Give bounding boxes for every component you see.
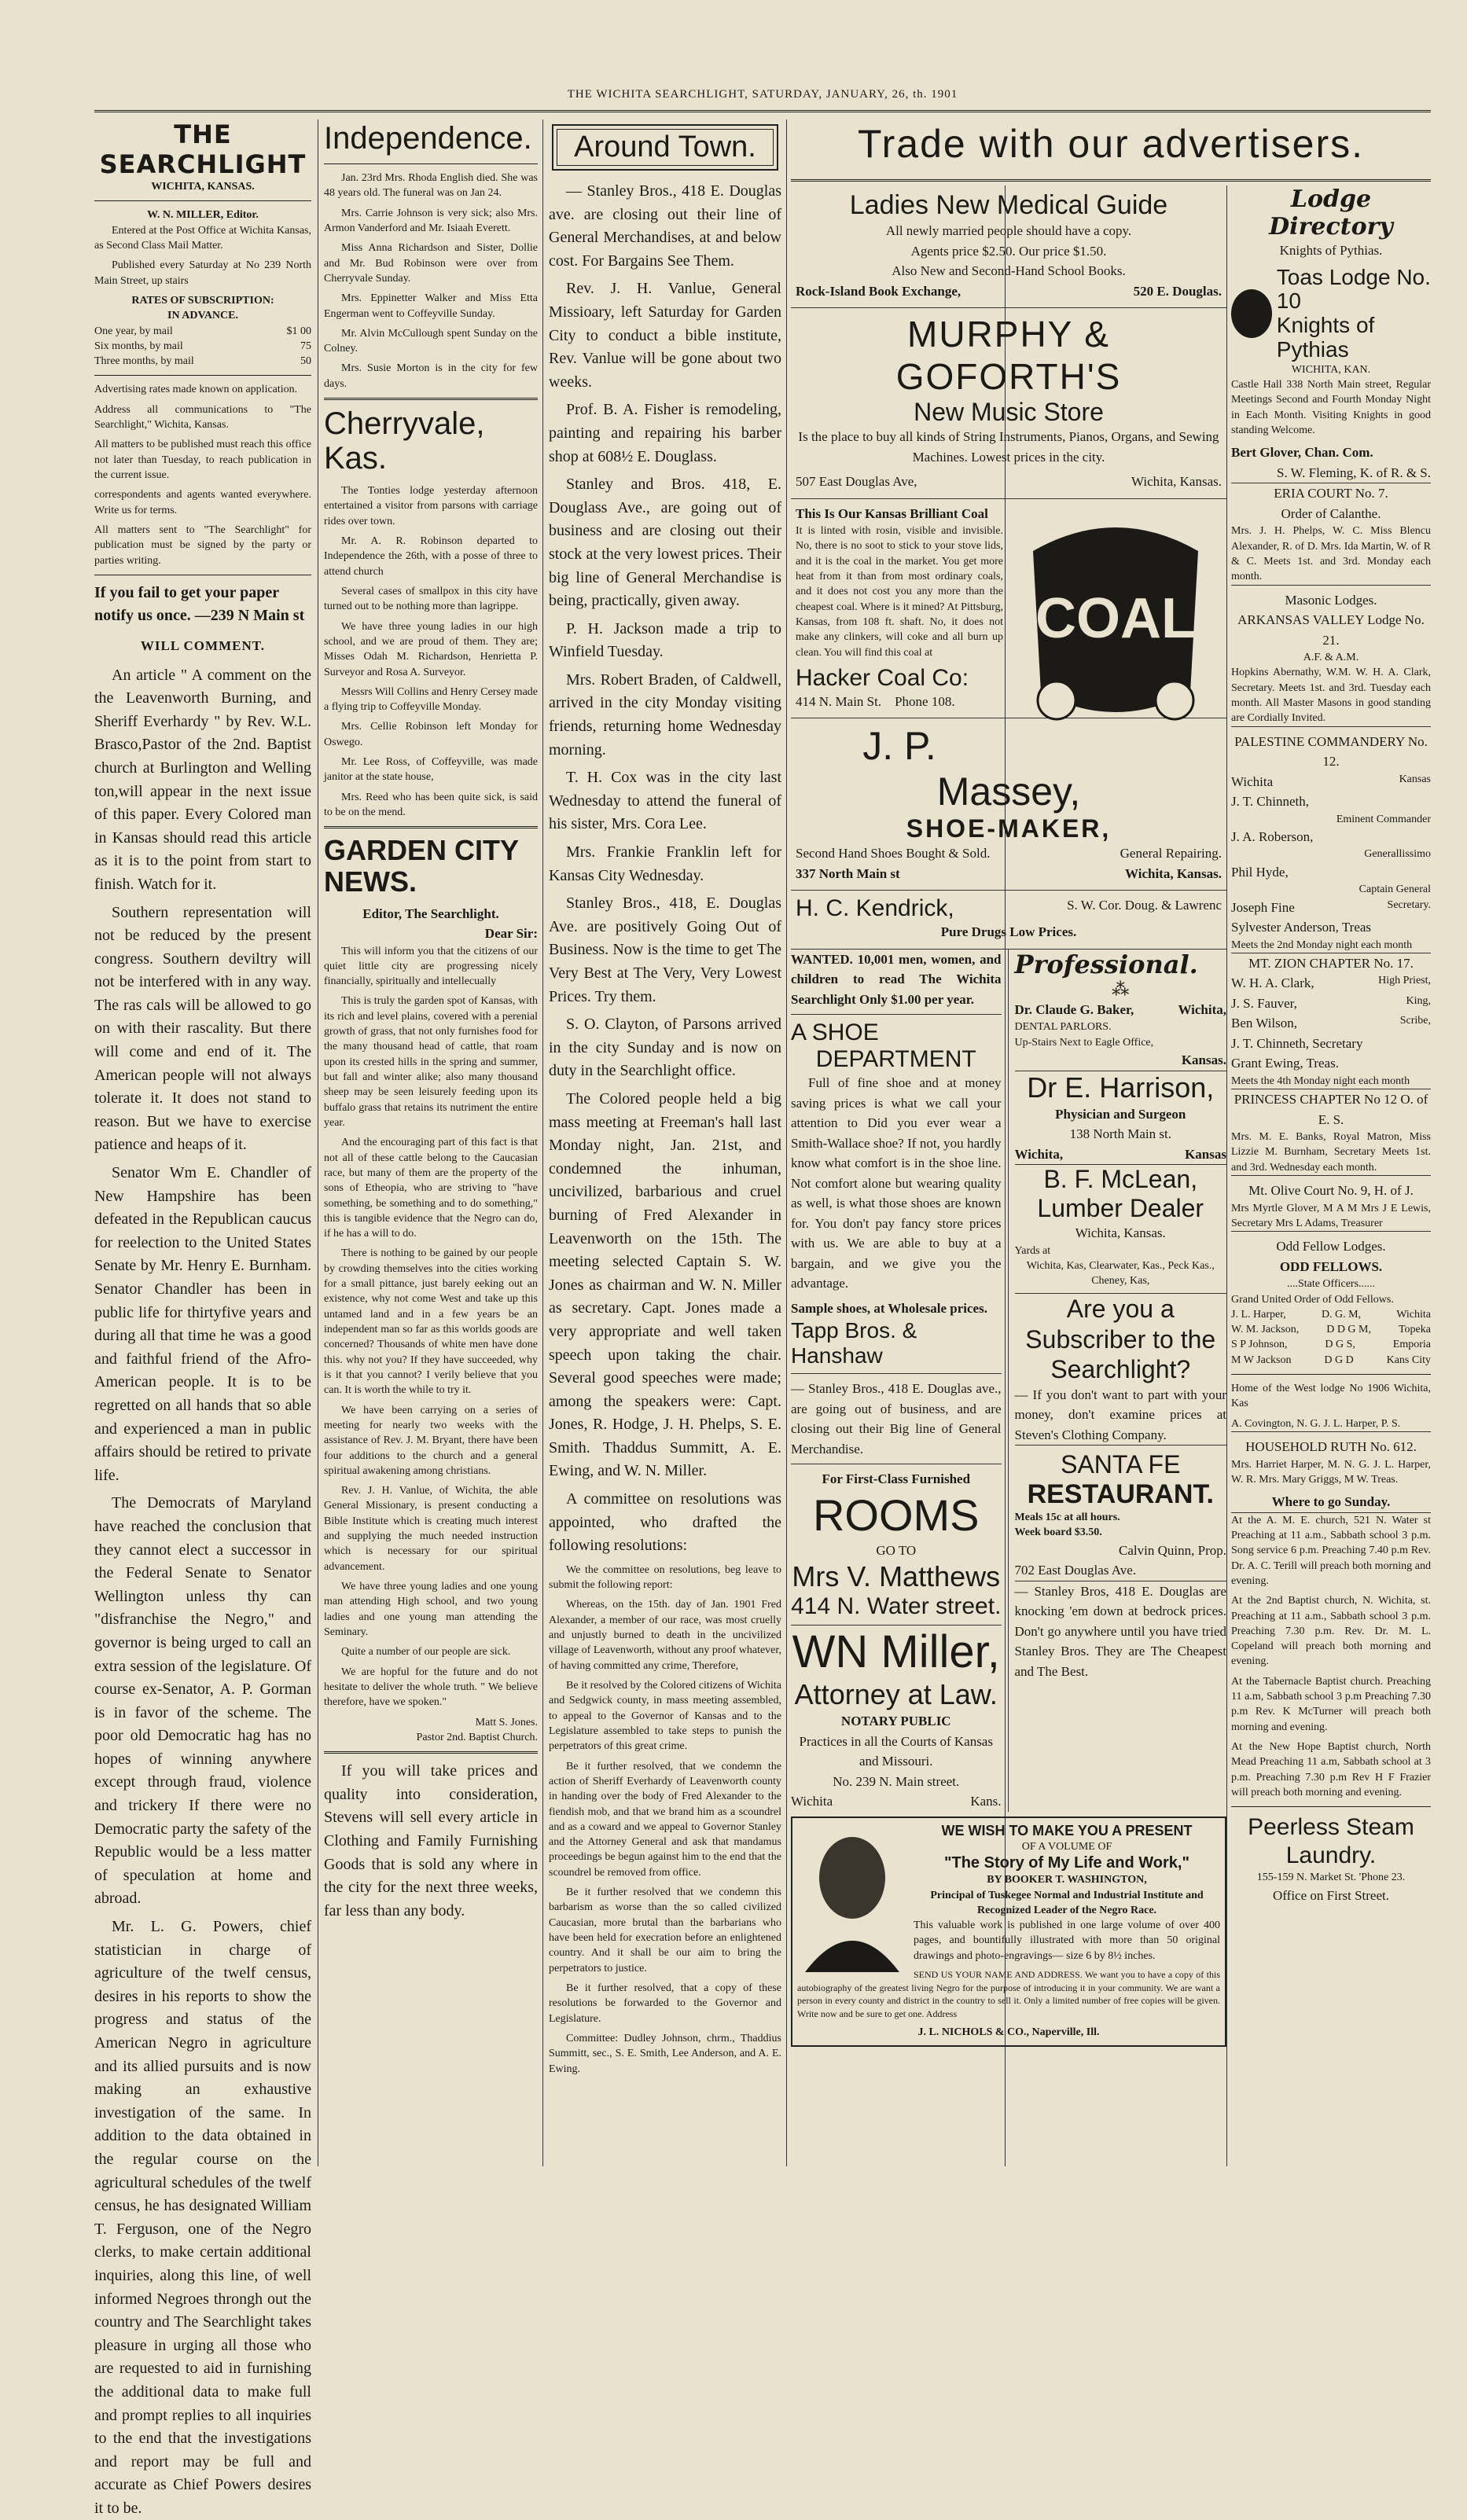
- officer-city: Topeka: [1398, 1324, 1431, 1336]
- rate-price: 50: [300, 355, 311, 368]
- officer-row: [1231, 973, 1431, 994]
- notice: Address all communications to "The Searchlight," Wichita, Kansas.: [94, 403, 311, 432]
- book-heading: WE WISH TO MAKE YOU A PRESENT: [941, 1822, 1193, 1839]
- news-item: Mrs. Reed who has been quite sick, is said to be on the mend.: [324, 791, 538, 818]
- committee-line: Committee: Dudley Johnson, chrm., Thaddius Summitt, sec., S. E. Smith, Lee Anderson, and A. E. Ewing.: [549, 2032, 781, 2075]
- guide-store: Rock-Island Book Exchange,: [796, 283, 961, 299]
- santa-meals: Meals 15c at all hours.: [1014, 1512, 1120, 1524]
- murphy-title: MURPHY & GOFORTH'S: [895, 314, 1122, 398]
- rate-row: [94, 354, 311, 369]
- shoe-title-2: DEPARTMENT: [815, 1046, 976, 1073]
- coal-title: This Is Our Kansas Brilliant Coal: [796, 505, 988, 521]
- news-item: S. O. Clayton, of Parsons arrived in the city Sunday and is now on duty in the Searchlight office.: [549, 1016, 781, 1080]
- book-address: J. L. NICHOLS & CO., Naperville, Ill.: [917, 2026, 1100, 2039]
- ad-medical-guide[interactable]: [791, 186, 1226, 308]
- olive-officers: Mrs Myrtle Glover, M A M Mrs J E Lewis, Secretary Mrs L Adams, Treasurer: [1231, 1201, 1431, 1232]
- news-item: A committee on resolutions was appointed, who drafted the following resolutions:: [549, 1490, 781, 1555]
- officer-row: [1231, 882, 1431, 897]
- news-item: The Colored people held a big mass meeting at Freeman's hall last Monday night, Jan. 21st, and condemned the inhuman, uncivilized, barbarious and cruel burning of Fred Alexander in Leavenworth on the 15th. The meeting selected Captain S. W. Jones as chairman and W. N. Miller as secretary. Capt. Jones made a very appropriate and well taken speech upon taking the chair. Several good speeches were made; among the speakers were: Capt. Jones, R. Hodge, J. H. Phelps, S. E. Smith. Thaddus Summitt, A. E. Ewing, and W. N. Miller.: [549, 1089, 781, 1480]
- news-item: Mrs. Frankie Franklin left for Kansas City Wednesday.: [549, 843, 781, 884]
- rates-title: RATES OF SUBSCRIPTION:: [131, 294, 274, 307]
- rate-label: Three months, by mail: [94, 355, 194, 368]
- arkansas-sub: A.F. & A.M.: [1303, 652, 1359, 663]
- running-head: THE WICHITA SEARCHLIGHT, SATURDAY, JANUARY, 26, th. 1901: [567, 88, 958, 101]
- odd-fellow-row: [1231, 1307, 1431, 1322]
- officer-title: King,: [1406, 994, 1431, 1007]
- rate-price: $1 00: [286, 325, 311, 337]
- news-item: Several cases of smallpox in this city have turned out to be nothing more than lagrippe.: [324, 585, 538, 613]
- news-item: Mrs. Cellie Robinson left Monday for Oswego.: [324, 721, 538, 748]
- officer-title: D G S,: [1325, 1339, 1355, 1351]
- calanthe: Order of Calanthe.: [1281, 505, 1381, 521]
- editorial-paragraph: Mr. L. G. Powers, chief statistician in charge of agriculture of the twelf census, desires in his reports to show the progress and status of the American Negro in agriculture and its allied pursuits and is now making an exhaustive investigation of the same. In addition to the data obtained in the regular course on the agricultural schedules of the twelf census, he has designated William T. Ferguson, one of the Negro clerks, to make certain additional inquiries, along this line, of well informed Negroes throngh out the country and The Searchlight takes pleasure in urging all those who are requested to aid in furnishing the additional data to make full and prompt replies to all inquiries to the end that the investigations and report may be full and accurate as Chief Powers desires it to be.: [94, 1918, 311, 2517]
- officer-row: [1231, 898, 1431, 918]
- resolution: Be it resolved by the Colored citizens of Wichita and Sedgwick county, in mass meeting assembled, to appeal to the Governor of Kansas and to the Legislature assembled to take steps to punish the perpetrators of this great crime.: [549, 1680, 781, 1753]
- massey-subtitle: SHOE-MAKER,: [906, 814, 1112, 843]
- news-item: Mrs. Susie Morton is in the city for few days.: [324, 362, 538, 390]
- palestine-list: [1231, 772, 1431, 938]
- massey-line: Second Hand Shoes Bought & Sold.: [796, 846, 991, 861]
- officer-row: [1231, 994, 1431, 1014]
- restaurant: RESTAURANT.: [1027, 1479, 1214, 1510]
- odd-fellow-lodges: Odd Fellow Lodges.: [1276, 1239, 1386, 1254]
- palestine-meets: Meets the 2nd Monday night each month: [1231, 938, 1431, 953]
- news-item: The Tonties lodge yesterday afternoon entertained a visitor from parsons with carriage rides over town.: [324, 485, 538, 527]
- church-listing: At the 2nd Baptist church, N. Wichita, st. Preaching at 11 a.m., Sabbath school 3 p.m. Preaching 7.30 p.m. Rev. Dr. M. L. Copeland will preach both morning and evening.: [1231, 1595, 1431, 1668]
- news-item: Stanley and Bros. 418, E. Douglass Ave., are going out of business and are closing out their stock at the very lowest prices. Their big line of General Merchandise is being, practically, given away.: [549, 476, 781, 610]
- letter-paragraph: And the encouraging part of this fact is that not all of these cattle belong to the Caucasian race, but many of them are the property of the sons of Etheopia, who are striving to "have something, be something and to do something," this is tangible evidence that the Negro can do, if he has a will to do.: [324, 1137, 538, 1240]
- coal-body: It is linted with rosin, visible and invisible. No, there is no soot to stick to your stove lids, and it is the coal in the market. You get more heat from it than from most ordinary coals, and it does not cost you any more than the cheapest coal. Where is it mined? At Pittsburg, Kansas, from 108 ft. shaft. No, it does not make any clinkers, will coke and all burn up clean. You will find this coal at: [796, 525, 1003, 659]
- resolution: Be it further resolved, that we condemn the action of Sheriff Everhardy of Leavenworth county in handing over the body of Fred Alexander to the fiendish mob, and that we brand him as a scoundrel and as a coward and we appeal to Governor Stanley and the Attorney General and ask that mandamus proceedings be begun against him to the end that the scoundrel be removed from office.: [549, 1760, 781, 1879]
- officer-city: Kans City: [1386, 1354, 1431, 1366]
- rates-list: [94, 324, 311, 369]
- guide-line: Agents price $2.50. Our price $1.50.: [910, 243, 1107, 259]
- resolution: Be it further resolved, that a copy of these resolutions be forwarded to the Governor and Legislature.: [549, 1982, 781, 2025]
- rate-price: 75: [300, 340, 311, 352]
- palestine: PALESTINE COMMANDERY No. 12.: [1234, 733, 1428, 770]
- column-rule: [542, 119, 543, 2166]
- rate-row: [94, 339, 311, 354]
- officer-name: Joseph Fine: [1231, 899, 1295, 915]
- guide-line: All newly married people should have a copy.: [885, 223, 1132, 239]
- santa-proprietor: Calvin Quinn, Prop.: [1119, 1542, 1226, 1558]
- officer-title: Generallissimo: [1364, 848, 1431, 861]
- fail-notice: If you fail to get your paper notify us once. —239 N Main st: [94, 583, 305, 625]
- column-lodge-directory: [1231, 186, 1431, 2166]
- wn-address: No. 239 N. Main street.: [833, 1773, 960, 1789]
- mclean-yards: Yards at: [1014, 1244, 1051, 1257]
- kendrick-tagline: Pure Drugs Low Prices.: [940, 924, 1077, 940]
- subscriber-question: Are you a Subscriber to the Searchlight?: [1025, 1295, 1216, 1384]
- where-sunday: Where to go Sunday.: [1231, 1492, 1431, 1513]
- ad-column-left: [791, 950, 1002, 1812]
- baker-city: Wichita,: [1178, 1001, 1226, 1017]
- book-of: OF A VOLUME OF: [1021, 1840, 1112, 1853]
- officer-name: Grant Ewing, Treas.: [1231, 1056, 1339, 1071]
- published-notice: Published every Saturday at No 239 North Main Street, up stairs: [94, 259, 311, 287]
- officer-name: Wichita: [1231, 773, 1274, 789]
- household-ruth: HOUSEHOLD RUTH No. 612.: [1245, 1439, 1417, 1454]
- notice: Advertising rates made known on application.: [94, 384, 298, 396]
- garden-city-letter: [324, 944, 538, 1710]
- news-item: Stanley Bros., 418, E. Douglas Ave. are positively Going Out of Business. Now is the time to get The Very Best at The Very, Very Lowest Prices. Try them.: [549, 894, 781, 1005]
- coal-address: 414 N. Main St.: [796, 693, 882, 709]
- coal-phone: Phone 108.: [895, 693, 955, 709]
- toas-lodge-2: Knights of Pythias: [1276, 313, 1375, 362]
- mclean-name: B. F. McLean,: [1043, 1165, 1198, 1194]
- church-listing: At the Tabernacle Baptist church. Preaching 11 a.m, Sabbath school 3 p.m Preaching 7.30 p.m Rev. K McTurner will preach both morning and evening.: [1231, 1675, 1431, 1733]
- rooms-name: Mrs V. Matthews: [792, 1560, 1001, 1593]
- ornament: ⁂: [1112, 979, 1130, 999]
- officer-name: S P Johnson,: [1231, 1339, 1288, 1351]
- letter-paragraph: We have been carrying on a series of meeting for nearly two weeks with the assistance of Rev. J. M. Bryant, there have been four additions to the church and a general spiritual awakening among christians.: [324, 1404, 538, 1477]
- mt-olive: Mt. Olive Court No. 9, H. of J.: [1248, 1183, 1414, 1199]
- wn-name: WN Miller,: [792, 1626, 1000, 1678]
- massey-repairing: General Repairing.: [1120, 846, 1222, 861]
- murphy-subtitle: New Music Store: [914, 398, 1104, 427]
- toas-lodge: Toas Lodge No. 10: [1276, 264, 1431, 314]
- column-rule: [786, 119, 787, 2166]
- guide-title: Ladies New Medical Guide: [849, 190, 1168, 220]
- officer-title: High Priest,: [1378, 975, 1431, 987]
- officer-title: D D G M,: [1326, 1324, 1371, 1336]
- news-item: Mrs. Carrie Johnson is very sick; also Mrs. Armon Vanderford and Mr. Isiaah Everett.: [324, 207, 538, 234]
- harrison-name: Dr E. Harrison,: [1027, 1071, 1215, 1104]
- news-item: — Stanley Bros., 418 E. Douglas ave. are closing out their line of General Merchandises, at and below cost. For Bargains See Them.: [549, 182, 781, 270]
- news-item: P. H. Jackson made a trip to Winfield Tuesday.: [549, 619, 781, 661]
- mclean-towns: Wichita, Kas, Clearwater, Kas., Peck Kas., Cheney, Kas,: [1015, 1258, 1226, 1295]
- wanted-notice: WANTED. 10,001 men, women, and children to read The Wichita Searchlight Only $1.00 per year.: [791, 950, 1002, 1016]
- ad-kendrick[interactable]: [791, 891, 1226, 950]
- editorial-paragraph: Southern representation will not be reduced by the present congress. Southern deviltry will not be interfered with in any way. The ras cals will be allowed to go on with their rascality. But there will come and end of it. The American people will not always tolerate it. It does not stand to reason. But we have to exercise patience and heaps of it.: [94, 903, 311, 1154]
- fleming: S. W. Fleming, K. of R. & S.: [1231, 463, 1431, 484]
- rates-subtitle: IN ADVANCE.: [167, 310, 238, 322]
- peerless-office: Office on First Street.: [1273, 1887, 1389, 1903]
- eria-officers: Mrs. J. H. Phelps, W. C. Miss Blencu Alexander, R. of D. Mrs. Ida Martin, W. of R & C. Meets 1st. and 3rd. Monday each month.: [1231, 523, 1431, 585]
- officer-name: J. S. Fauver,: [1231, 995, 1297, 1011]
- church-listing: At the New Hope Baptist church, North Mead Preaching 11 a.m, Sabbath school at 3 p.m. Preaching 7.30 p.m Rev H F Frazier will preach both morning and evening.: [1231, 1741, 1431, 1798]
- entered-notice: Entered at the Post Office at Wichita Kansas, as Second Class Mail Matter.: [94, 224, 311, 252]
- officer-row: [1231, 1034, 1431, 1054]
- shoe-sample: Sample shoes, at Wholesale prices.: [791, 1300, 987, 1316]
- odd-fellow-row: [1231, 1353, 1431, 1368]
- guide-lines: [796, 221, 1222, 281]
- stanley-notice-2: — Stanley Bros, 418 E. Douglas are knocking 'em down at bedrock prices. Don't go anywhere until you have tried Stanley Bros. They are The Cheapest and The Best.: [1014, 1583, 1226, 1679]
- officer-name: W. M. Jackson,: [1231, 1324, 1300, 1336]
- advertisers-banner: Trade with our advertisers.: [857, 122, 1365, 166]
- arkansas-valley: ARKANSAS VALLEY Lodge No. 21.: [1237, 612, 1425, 648]
- bert-glover: Bert Glover, Chan. Com.: [1231, 445, 1373, 461]
- shoe-store: Tapp Bros. & Hanshaw: [791, 1318, 1002, 1374]
- peerless: Peerless Steam Laundry.: [1248, 1814, 1414, 1869]
- rate-label: One year, by mail: [94, 325, 173, 337]
- odd-fellow-row: [1231, 1322, 1431, 1337]
- garden-city-title: GARDEN CITY NEWS.: [324, 834, 519, 898]
- news-item: Miss Anna Richardson and Sister, Dollie and Mr. Bud Robinson were over from Cherryvale Sunday.: [324, 242, 538, 285]
- massey-title: J. P. Massey,: [862, 724, 1081, 814]
- eria-court: ERIA COURT No. 7.: [1274, 486, 1388, 501]
- garden-dear-sir: Dear Sir:: [484, 926, 538, 941]
- zion-meets: Meets the 4th Monday night each month: [1231, 1074, 1431, 1089]
- officer-row: [1231, 812, 1431, 827]
- garden-salute: Editor, The Searchlight.: [362, 906, 499, 921]
- garden-signature: Matt S. Jones.: [475, 1716, 538, 1728]
- officer-row: [1231, 792, 1431, 812]
- notice: correspondents and agents wanted everywhere. Write us for terms.: [94, 489, 311, 516]
- cherryvale-title: Cherryvale, Kas.: [324, 406, 485, 476]
- notice: All matters to be published must reach this office not later than Tuesday, to reach publication in the current issue.: [94, 439, 311, 481]
- around-town-items: [549, 180, 781, 1558]
- ad-massey[interactable]: [791, 718, 1226, 891]
- wn-city: Wichita: [791, 1794, 833, 1809]
- wn-title: Attorney at Law.: [794, 1678, 998, 1711]
- officer-row: [1231, 862, 1431, 883]
- news-item: Mr. Lee Ross, of Coffeyville, was made janitor at the state house,: [324, 756, 538, 784]
- notices-list: [94, 382, 311, 568]
- around-town-title: Around Town.: [552, 124, 778, 171]
- letter-paragraph: Quite a number of our people are sick.: [341, 1646, 511, 1659]
- kp-title: Knights of Pythias.: [1279, 243, 1383, 258]
- resolutions: [549, 1563, 781, 2026]
- zion-list: [1231, 973, 1431, 1074]
- guide-line: Also New and Second-Hand School Books.: [892, 263, 1126, 279]
- letter-paragraph: This will inform you that the citizens of our quiet little city are progressing nicely financially, spiritually and intellecually: [324, 945, 538, 988]
- officer-city: Emporia: [1392, 1339, 1431, 1351]
- column-advertisements: [791, 186, 1226, 2166]
- letter-paragraph: Rev. J. H. Vanlue, of Wichita, the able General Missionary, is present conducting a Bible Institute which is creating much interest and supplying the much needed instruction which is necessary for our spiritual advancement.: [324, 1485, 538, 1573]
- baker-name: Dr. Claude G. Baker,: [1014, 1001, 1134, 1017]
- wn-courts: Practices in all the Courts of Kansas and Missouri.: [799, 1733, 993, 1769]
- shoe-title: A SHOE: [791, 1019, 879, 1046]
- ad-hacker-coal[interactable]: [791, 499, 1226, 719]
- independence-items: [324, 171, 538, 391]
- officer-name: J. T. Chinneth, Secretary: [1231, 1035, 1363, 1051]
- book-body: This valuable work is published in one large volume of over 400 pages, and bountifully illustrated with more than 50 original drawings and photo-engravings— size 6 by 8½ inches.: [914, 1919, 1220, 1962]
- book-title: "The Story of My Life and Work,": [944, 1854, 1189, 1872]
- letter-paragraph: There is nothing to be gained by our people by crowding themselves into the cities working for a small pittance, just barely eeking out an existence, why not come West and take up this untamed land and in a few years be an independent man so far as this worlds goods are concerned? Thousands of white men have done this. why not you? If they have succeeded, why is it that you cannot? I verily believe that you can. It is worth the while to try it.: [324, 1247, 538, 1397]
- independence-title: Independence.: [324, 121, 532, 156]
- book-send: SEND US YOUR NAME AND ADDRESS. We want you to have a copy of this autobiography of the greatest living Negro for the purpose of introducing it in your community. We are want a person in every county and district in the country to sell it. Only a limited number of free copies will be given. Write now and be sure to get one. Address: [797, 1969, 1220, 2019]
- stevens-notice: If you will take prices and quality into consideration, Stevens will sell every article in Clothing and Family Furnishing Goods that is sold any where in the city for the next three weeks, far less than any body.: [324, 1762, 538, 1919]
- officer-title: Secretary.: [1387, 898, 1431, 911]
- wn-notary: NOTARY PUBLIC: [840, 1714, 951, 1729]
- wn-state: Kans.: [970, 1794, 1002, 1809]
- harrison-title: Physician and Surgeon: [1055, 1106, 1186, 1122]
- princess-officers: Mrs. M. E. Banks, Royal Matron, Miss Lizzie M. Burnham, Secretary Meets 1st. and 3rd. Wednesday each month.: [1231, 1130, 1431, 1176]
- grand-order: Grand United Order of Odd Fellows.: [1231, 1293, 1394, 1306]
- shoe-body: Full of fine shoe and at money saving prices is what we call your attention to Did you ever wear a Smith-Wallace shoe? If not, you hardly know what comfort is in the shoe line. Not comfort alone but wearing quality as well, is what those shoes are known for. You don't pay fancy store prices with us. We are able to buy at a bargain, and we give you the advantage.: [791, 1075, 1002, 1291]
- state-officers: ....State Officers......: [1286, 1278, 1376, 1291]
- church-listings: [1231, 1513, 1431, 1801]
- harrison-city: Wichita,: [1014, 1146, 1064, 1162]
- officer-row: [1231, 1013, 1431, 1034]
- officer-title: Scribe,: [1399, 1015, 1431, 1027]
- ad-murphy-goforth[interactable]: [791, 308, 1226, 499]
- massey-address: 337 North Main st: [796, 865, 900, 881]
- coal-illustration: [1009, 504, 1222, 740]
- harrison-state: Kansas: [1185, 1146, 1226, 1162]
- baker-state: Kansas.: [1015, 1050, 1226, 1071]
- odd-fellows: ODD FELLOWS.: [1279, 1258, 1383, 1274]
- west-lodge: Home of the West lodge No 1906 Wichita, Kas: [1231, 1383, 1431, 1410]
- header-rule: [94, 110, 1431, 112]
- officer-name: J. A. Roberson,: [1231, 828, 1314, 844]
- officer-name: Ben Wilson,: [1231, 1016, 1298, 1031]
- news-item: Mr. Alvin McCullough spent Sunday on the Colney.: [324, 327, 538, 355]
- princess-chapter: PRINCESS CHAPTER No 12 O. of E. S.: [1234, 1092, 1428, 1127]
- rooms-title: ROOMS: [812, 1490, 980, 1540]
- rate-label: Six months, by mail: [94, 340, 183, 352]
- harrison-address: 138 North Main st.: [1069, 1126, 1171, 1142]
- editorial-paragraphs: [94, 664, 311, 2520]
- book-author: BY BOOKER T. WASHINGTON,: [987, 1874, 1147, 1886]
- ad-booker-washington[interactable]: [791, 1817, 1226, 2047]
- rooms-address: 414 N. Water street.: [791, 1593, 1002, 1626]
- stanley-notice: — Stanley Bros., 418 E. Douglas ave., are going out of business, and are closing out their Big line of General Merchandise.: [791, 1374, 1002, 1464]
- mclean-line: Lumber Dealer: [1037, 1194, 1204, 1223]
- news-item: Mr. A. R. Robinson departed to Independence the 26th, with a posse of three to attend church: [324, 535, 538, 578]
- officer-row: [1231, 847, 1431, 861]
- resolution: Whereas, on the 15th. day of Jan. 1901 Fred Alexander, a member of our race, was most cruelly and unjustly burned to death in the uncivilized village of Leavenworth, without any proof whatever, of having committed any crime, Therefore,: [549, 1599, 781, 1672]
- coal-word: COAL: [1035, 586, 1196, 650]
- pythias-seal-icon: [1231, 289, 1272, 338]
- officer-name: J. T. Chinneth,: [1231, 794, 1310, 810]
- news-item: Prof. B. A. Fisher is remodeling, painting and repairing his barber shop at 608½ E. Douglass.: [549, 401, 781, 465]
- baker-office: DENTAL PARLORS.: [1014, 1021, 1112, 1034]
- santa-address: 702 East Douglas Ave.: [1015, 1560, 1226, 1581]
- officer-title: D. G. M,: [1321, 1308, 1362, 1321]
- cherryvale-items: [324, 483, 538, 820]
- kendrick-address: S. W. Cor. Doug. & Lawrenc: [1067, 898, 1222, 913]
- book-position: Principal of Tuskegee Normal and Industrial Institute and Recognized Leader of the Negro Race.: [930, 1889, 1204, 1916]
- will-comment-title: WILL COMMENT.: [140, 638, 266, 654]
- column-rule: [1226, 186, 1227, 2166]
- lodge-title: Lodge Directory: [1269, 186, 1393, 241]
- officer-row: [1231, 1053, 1431, 1074]
- murphy-address: 507 East Douglas Ave,: [796, 474, 917, 490]
- ad-column-right: [1008, 950, 1226, 1812]
- rooms-heading: For First-Class Furnished: [822, 1471, 971, 1487]
- officer-name: M W Jackson: [1231, 1354, 1292, 1366]
- letter-paragraph: We have three young ladies and one young man attending High school, and two young ladies and one young man attending the Seminary.: [324, 1581, 538, 1638]
- officer-row: [1231, 772, 1431, 792]
- ruth-officers: Mrs. Harriet Harper, M. N. G. J. L. Harper, W. R. Mrs. Mary Griggs, M W. Treas.: [1231, 1458, 1431, 1486]
- masthead-editor: W. N. MILLER, Editor.: [147, 209, 259, 222]
- editorial-paragraph: The Democrats of Maryland have reached the conclusion that they cannot elect a successor in the Federal Senate to Senator Wellington unless thy can "disfranchise the Negro," and governor is being urged to call an extra session of the legislature. Of course ex-Senator, A. P. Gorman is in favor of the scheme. The poor old Democratic hag has no hopes of winning anywhere except through fraud, violence and trickery If there were no Democratic party the safety of the Republic would be a less matter of speculation at home and abroad.: [94, 1494, 311, 1908]
- odd-fellows-table: [1231, 1307, 1431, 1368]
- letter-paragraph: We are hopful for the future and do not hesitate to deliver the whole truth. " We believe therefore, have we spoken.": [324, 1666, 538, 1709]
- letter-paragraph: This is truly the garden spot of Kansas, with its rich and level plains, covered with a perenial growth of grass, that not only furnishes food for the many thousand head of cattle, that roam upon its crested hills in the spring and summer, but fall and winter alike; also many thousand sheep may be seen leisurely feeding upon its buffalo grass that retains its nutriment the entire year.: [324, 995, 538, 1129]
- news-item: T. H. Cox was in the city last Wednesday to attend the funeral of his sister, Mrs. Cora Lee.: [549, 769, 781, 833]
- column-correspondence: [324, 119, 538, 2166]
- arkansas-officers: Hopkins Abernathy, W.M. W. H. A. Clark, Secretary. Meets 1st. and 3rd. Tuesday each month. All Master Masons in good standing are Cordially Invited.: [1231, 665, 1431, 726]
- masthead-location: WICHITA, KANSAS.: [151, 181, 255, 193]
- officer-row: [1231, 827, 1431, 847]
- officer-title: Kansas: [1399, 773, 1431, 785]
- peerless-address: 155-159 N. Market St. 'Phone 23.: [1256, 1872, 1406, 1884]
- editorial-paragraph: Senator Wm E. Chandler of New Hampshire has been defeated in the Republican caucus for reelection to the United States Senate by Mr. Henry E. Burnham. Senator Chandler has been in public life for thirtyfive years and during all that time he was a good and faithful friend of the Afro-American people. It is to be regretted on all hands that so able and experienced a man in public affairs should be retired to private life.: [94, 1164, 311, 1484]
- masonic: Masonic Lodges.: [1285, 592, 1377, 608]
- officer-row: [1231, 917, 1431, 938]
- news-item: Mrs. Robert Braden, of Caldwell, arrived in the city Monday visiting friends, returning home Wednesday morning.: [549, 670, 781, 759]
- officer-title: Captain General: [1359, 883, 1431, 896]
- odd-fellow-row: [1231, 1337, 1431, 1352]
- mclean-city: Wichita, Kansas.: [1075, 1225, 1166, 1241]
- officer-name: Sylvester Anderson, Treas: [1231, 920, 1372, 935]
- resolution: Be it further resolved that we condemn this barbarism as worse than the so called civilized Caucasian, more brutal than the barbarians who have been held for execration before an enlightened country. And it shall be our aim to bring the perpetrators to justice.: [549, 1886, 781, 1974]
- booker-portrait: [797, 1823, 907, 1972]
- resolution: We the committee on resolutions, beg leave to submit the following report:: [549, 1563, 781, 1592]
- toas-city: WICHITA, KAN.: [1291, 363, 1371, 376]
- editorial-paragraph: An article " A comment on the the Leavenworth Burning, and Sheriff Everhardy " by Rev. W.L. Brasco,Pastor of the 2nd. Baptist church at Burlington and Welling ton,will appear in the next issue of this paper. Every Colored man in Kansas should read this article as it is to the point from start to finish. Watch for it.: [94, 666, 311, 893]
- church-listing: At the A. M. E. church, 521 N. Water st Preaching at 11 a.m., Sabbath school 3 p.m. Song service 6 p.m. Preaching 7.40 p.m Rev. Dr. A. C. Terill will preach both morning and evening.: [1231, 1514, 1431, 1587]
- news-item: Rev. J. H. Vanlue, General Missioary, left Saturday for Garden City to conduct a bible institute, Rev. Vanlue will be gone about two weeks.: [549, 280, 781, 391]
- santa-week: Week board $3.50.: [1014, 1526, 1102, 1539]
- baker-address: Up-Stairs Next to Eagle Office,: [1014, 1036, 1154, 1049]
- rate-row: [94, 324, 311, 339]
- coal-dealer: Hacker Coal Co:: [796, 664, 969, 691]
- professional-title: Professional.: [1014, 949, 1198, 979]
- guide-address: 520 E. Douglas.: [1133, 283, 1222, 299]
- column-editorial: [94, 119, 311, 2517]
- news-item: Messrs Will Collins and Henry Cersey made a flying trip to Coffeyville Monday.: [324, 685, 538, 714]
- murphy-city: Wichita, Kansas.: [1131, 474, 1222, 490]
- officer-name: Phil Hyde,: [1231, 864, 1289, 880]
- castle-hall: Castle Hall 338 North Main street, Regular Meetings Second and Fourth Monday Night in Each Month. Visiting Knights in good standing Welcome.: [1231, 379, 1431, 436]
- column-around-town: [549, 119, 781, 2166]
- officer-name: J. L. Harper,: [1231, 1308, 1286, 1321]
- santa-fe: SANTA FE: [1061, 1450, 1181, 1479]
- subscriber-body: — If you don't want to part with your money, don't examine prices at Steven's Clothing Company.: [1015, 1385, 1226, 1446]
- masthead: THE SEARCHLIGHT: [99, 119, 307, 179]
- murphy-body: Is the place to buy all kinds of String Instruments, Pianos, Organs, and Sewing Machines. Lowest prices in the city.: [798, 429, 1219, 465]
- garden-signature-title: Pastor 2nd. Baptist Church.: [416, 1731, 538, 1743]
- rooms-goto: GO TO: [876, 1542, 917, 1558]
- officer-title: Eminent Commander: [1336, 813, 1431, 825]
- notice: All matters sent to "The Searchlight" for publication must be signed by the party or parties writing.: [94, 523, 311, 567]
- officer-title: D G D: [1324, 1354, 1354, 1366]
- news-item: Mrs. Eppinetter Walker and Miss Etta Engerman went to Coffeyville Sunday.: [324, 292, 538, 320]
- newspaper-page: [94, 75, 1431, 2517]
- news-item: Jan. 23rd Mrs. Rhoda English died. She was 48 years old. The funeral was on Jan 24.: [324, 172, 538, 200]
- west-officers: A. Covington, N. G. J. L. Harper, P. S.: [1231, 1416, 1431, 1432]
- kendrick-name: H. C. Kendrick,: [796, 895, 954, 922]
- mt-zion: MT. ZION CHAPTER No. 17.: [1248, 955, 1414, 971]
- news-item: We have three young ladies in our high school, and we are proud of them. They are; Misses Odah M. Richardson, Henrietta P. Surveyor and Rosa A. Surveyor.: [324, 620, 538, 678]
- officer-name: W. H. A. Clark,: [1231, 975, 1314, 991]
- massey-city: Wichita, Kansas.: [1125, 865, 1222, 881]
- banner-rule: [791, 179, 1431, 182]
- officer-city: Wichita: [1396, 1308, 1431, 1321]
